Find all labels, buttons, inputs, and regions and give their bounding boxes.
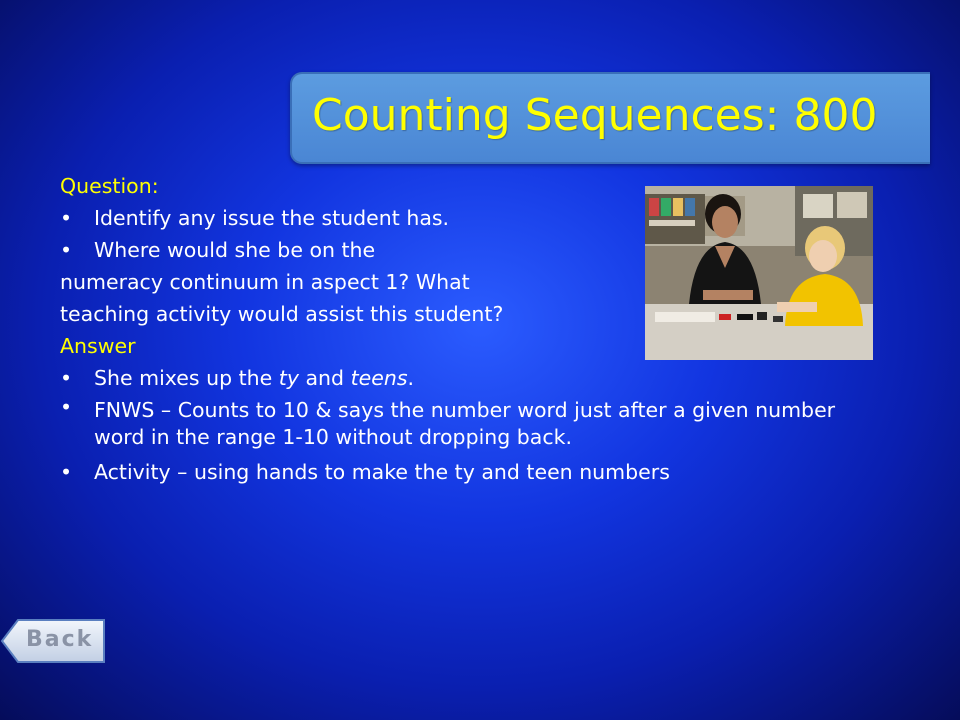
- question-heading: Question:: [60, 174, 159, 198]
- answer-bullet-1-ty: ty: [278, 366, 299, 390]
- answer-bullet-1: [60, 362, 860, 394]
- question-line-3: numeracy continuum in aspect 1? What: [60, 270, 470, 294]
- answer-bullet-1-mid: and: [298, 366, 351, 390]
- answer-heading: Answer: [60, 334, 136, 358]
- question-bullet-2: • Where would she be on the: [60, 234, 860, 266]
- back-button-label[interactable]: Back: [26, 627, 94, 652]
- answer-bullet-2: • FNWS – Counts to 10 & says the number word just after a given number word in the range 1-10 without dropping back.: [60, 394, 860, 456]
- slide-title: Counting Sequences: 800: [312, 90, 878, 141]
- answer-bullet-3: • Activity – using hands to make the ty and teen numbers: [60, 456, 860, 488]
- classroom-photo: [645, 186, 873, 360]
- question-line-4: teaching activity would assist this student?: [60, 302, 504, 326]
- question-bullet-1: • Identify any issue the student has.: [60, 202, 860, 234]
- answer-bullet-1-teens: teens: [350, 366, 408, 390]
- answer-bullet-1-pre: She mixes up the: [94, 366, 279, 390]
- answer-bullet-1-post: .: [407, 366, 415, 390]
